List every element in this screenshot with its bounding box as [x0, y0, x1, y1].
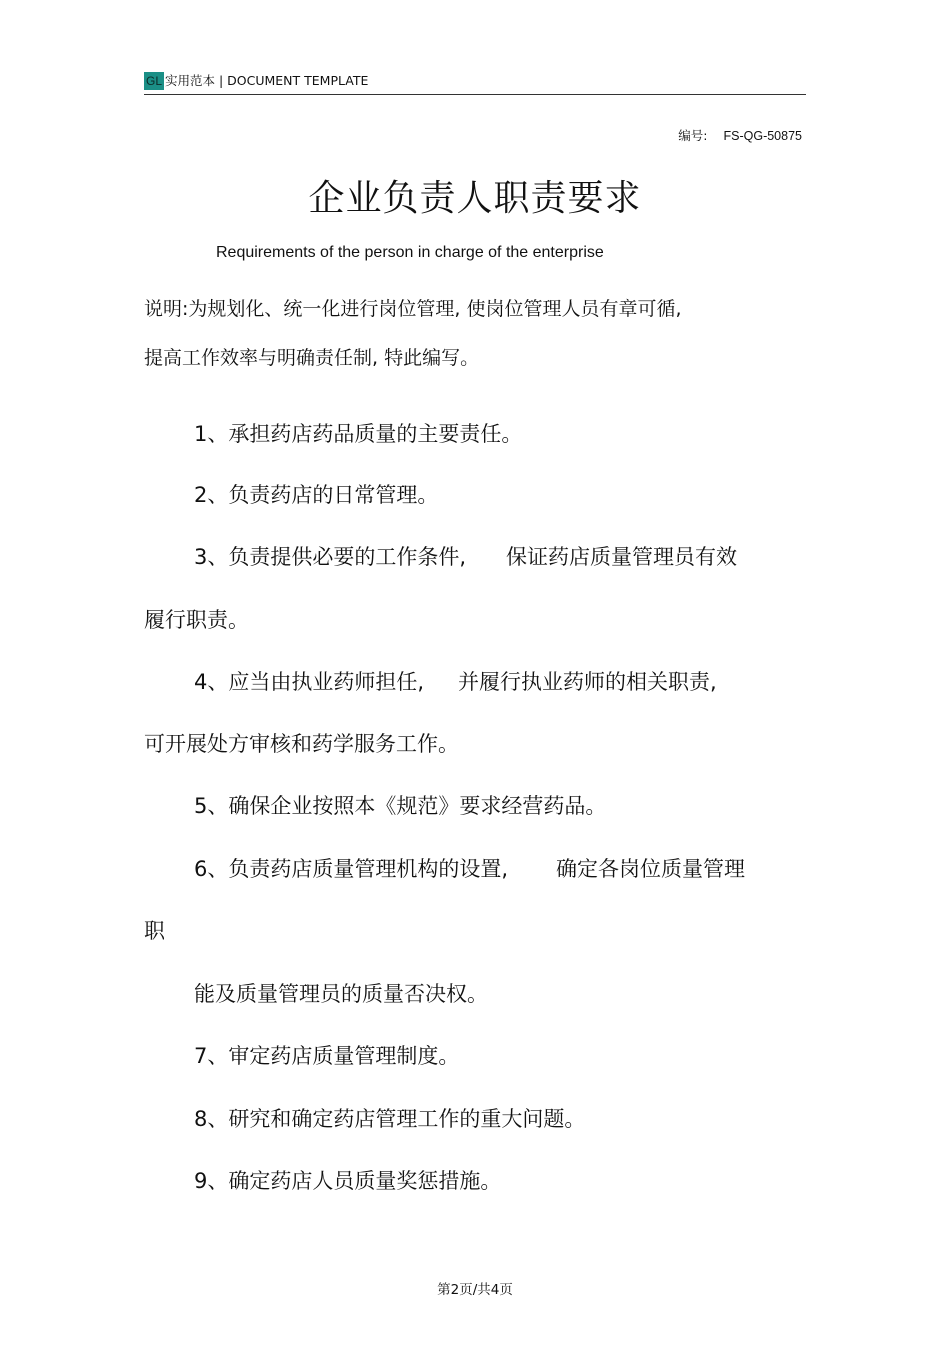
- item-7: 7、审定药店质量管理制度。: [194, 1044, 460, 1068]
- item-3-part-2: 保证药店质量管理员有效: [506, 545, 738, 569]
- header-brand-text: 实用范本 | DOCUMENT TEMPLATE: [165, 73, 369, 88]
- page-footer: 第2页/共4页: [437, 1282, 513, 1298]
- page-subtitle: Requirements of the person in charge of the enterprise: [216, 244, 604, 261]
- item-1: 1、承担药店药品质量的主要责任。: [194, 422, 523, 446]
- intro-line-2: 提高工作效率与明确责任制, 特此编写。: [144, 347, 480, 369]
- document-number-label: 编号:: [678, 128, 708, 143]
- document-number-value: FS-QG-50875: [723, 129, 802, 143]
- item-6: [194, 853, 745, 883]
- page-header: [144, 70, 806, 95]
- item-3: [194, 541, 737, 571]
- item-6-continued-2: 能及质量管理员的质量否决权。: [194, 982, 488, 1006]
- intro-line-1: 说明:为规划化、统一化进行岗位管理, 使岗位管理人员有章可循,: [144, 298, 682, 320]
- item-4-part-1: 4、应当由执业药师担任,: [194, 670, 425, 694]
- item-4-part-2: 并履行执业药师的相关职责,: [458, 670, 717, 694]
- item-6-part-1: 6、负责药店质量管理机构的设置,: [194, 857, 509, 881]
- item-9: 9、确定药店人员质量奖惩措施。: [194, 1169, 502, 1193]
- item-4-continued: 可开展处方审核和药学服务工作。: [144, 732, 459, 756]
- logo: GL: [145, 74, 162, 88]
- page-title: 企业负责人职责要求: [308, 178, 642, 219]
- document-number: [678, 126, 802, 144]
- item-2: 2、负责药店的日常管理。: [194, 483, 439, 507]
- item-5: 5、确保企业按照本《规范》要求经营药品。: [194, 794, 607, 818]
- item-4: [194, 666, 717, 696]
- item-3-part-1: 3、负责提供必要的工作条件,: [194, 545, 467, 569]
- item-6-continued: 职: [144, 919, 165, 943]
- item-8: 8、研究和确定药店管理工作的重大问题。: [194, 1107, 586, 1131]
- item-6-part-2: 确定各岗位质量管理: [556, 857, 746, 881]
- item-3-continued: 履行职责。: [144, 608, 249, 632]
